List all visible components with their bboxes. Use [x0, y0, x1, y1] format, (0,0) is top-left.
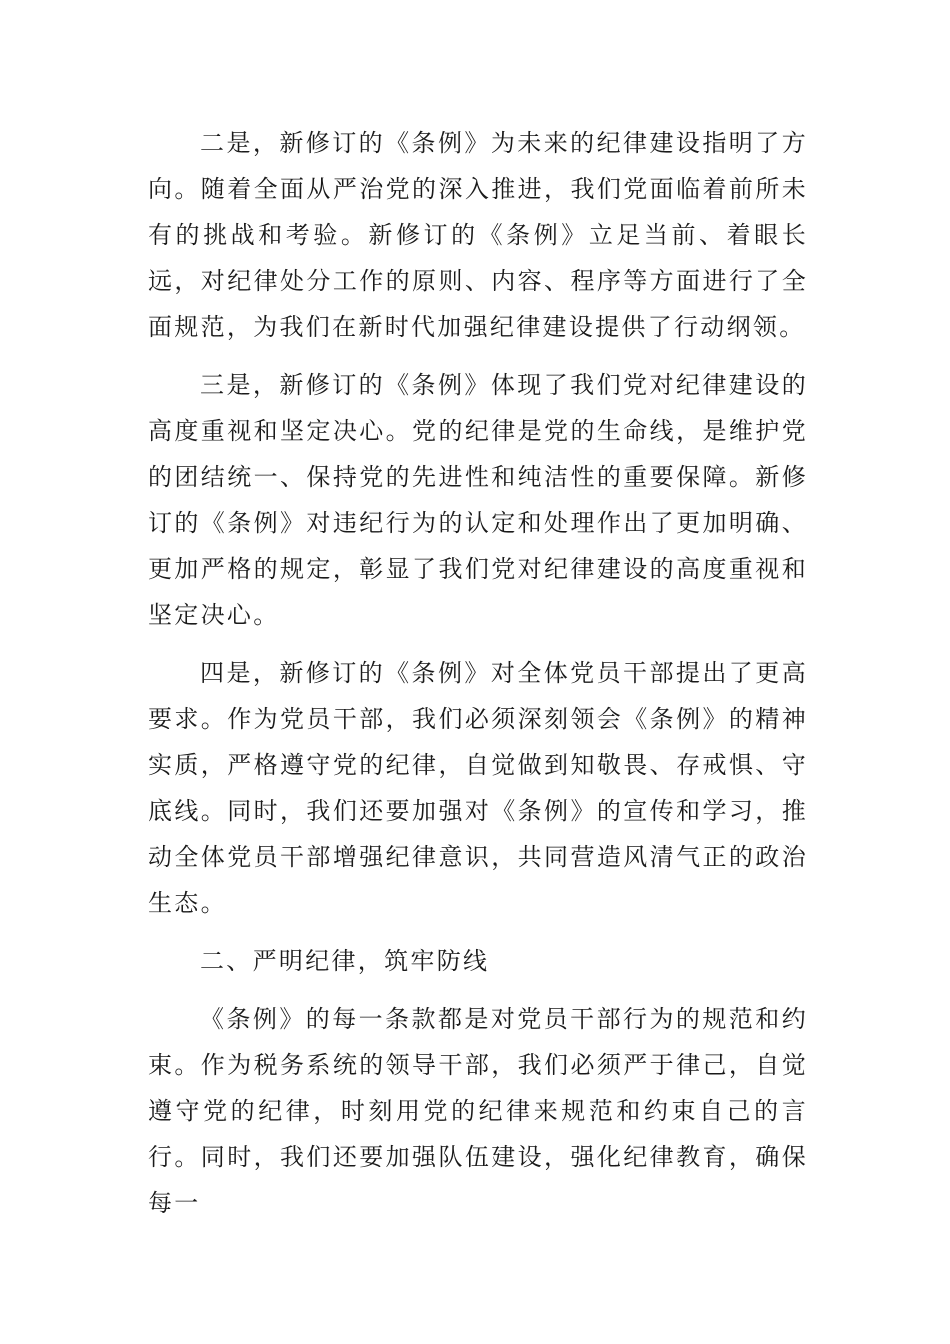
section-heading: 二、严明纪律，筑牢防线	[200, 947, 490, 975]
section-paragraph: 《条例》的每一条款都是对党员干部行为的规范和约束。作为税务系统的领导干部，我们必须严于律己，自觉遵守党的纪律，时刻用党的纪律来规范和约束自己的言行。同时，我们还要加强队伍建设，强化纪律教育，确保每一	[148, 1005, 808, 1217]
paragraph-two: 二是，新修订的《条例》为未来的纪律建设指明了方向。随着全面从严治党的深入推进，我们党面临着前所未有的挑战和考验。新修订的《条例》立足当前、着眼长远，对纪律处分工作的原则、内容、程序等方面进行了全面规范，为我们在新时代加强纪律建设提供了行动纲领。	[148, 129, 808, 341]
paragraph-four: 四是，新修订的《条例》对全体党员干部提出了更高要求。作为党员干部，我们必须深刻领会《条例》的精神实质，严格遵守党的纪律，自觉做到知敬畏、存戒惧、守底线。同时，我们还要加强对《条例》的宣传和学习，推动全体党员干部增强纪律意识，共同营造风清气正的政治生态。	[148, 659, 808, 917]
document-body	[148, 120, 808, 1238]
paragraph-three: 三是，新修订的《条例》体现了我们党对纪律建设的高度重视和坚定决心。党的纪律是党的生命线，是维护党的团结统一、保持党的先进性和纯洁性的重要保障。新修订的《条例》对违纪行为的认定和处理作出了更加明确、更加严格的规定，彰显了我们党对纪律建设的高度重视和坚定决心。	[148, 371, 808, 629]
